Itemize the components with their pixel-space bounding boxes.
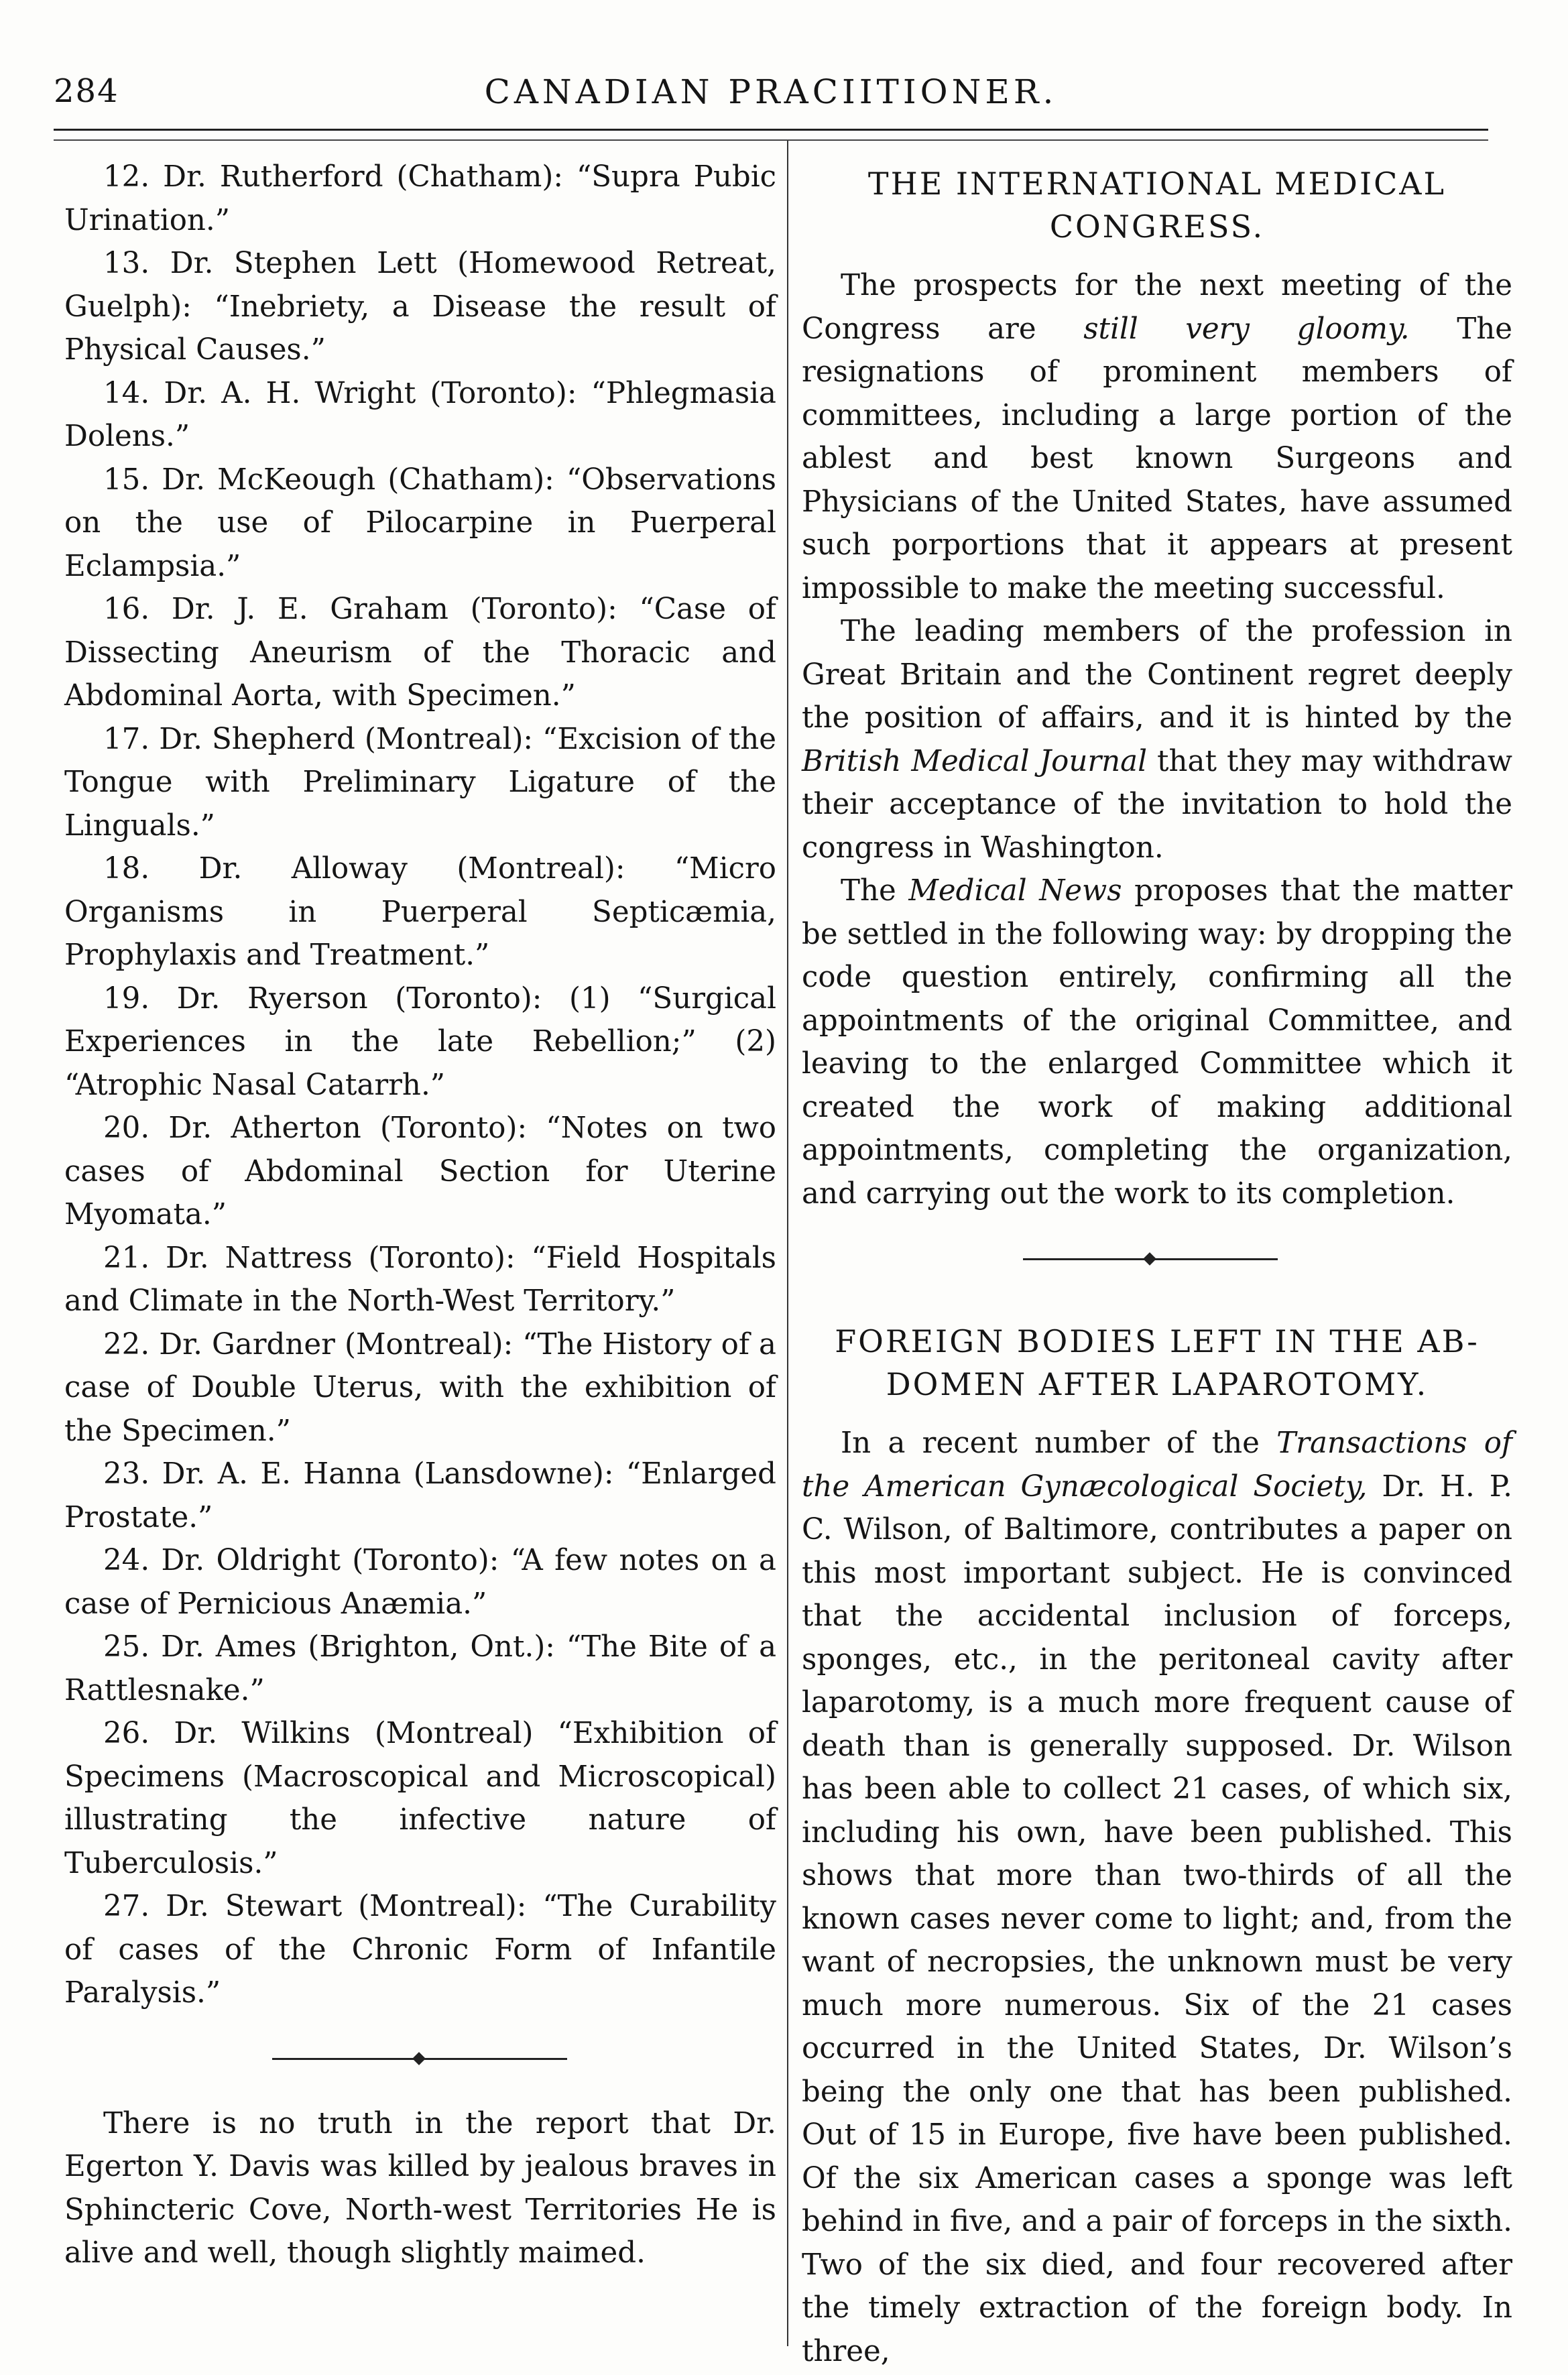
left-column (64, 156, 776, 2275)
list-item: 25. Dr. Ames (Brighton, Ont.): “The Bite of a Rattlesnake.” (64, 1630, 776, 1707)
list-item: 12. Dr. Rutherford (Chatham): “Supra Pubic Urination.” (64, 160, 776, 237)
list-item: 17. Dr. Shepherd (Montreal): “Excision of the Tongue with Preliminary Ligature of the Linguals.” (64, 722, 776, 843)
foreign-bodies-heading: FOREIGN BODIES LEFT IN THE AB- DOMEN AFTER LAPAROTOMY. (835, 1323, 1480, 1402)
list-item: 20. Dr. Atherton (Toronto): “Notes on two cases of Abdominal Section for Uterine Myomata.” (64, 1111, 776, 1231)
foreign-bodies-paragraph: In a recent number of the Transactions of the American Gynæcological Society, Dr. H. P. C. Wilson, of Baltimore, contributes a paper on this most important subject. He is convinced that the accidental inclusion of forceps, sponges, etc., in the peritoneal cavity after laparotomy, is a much more frequent cause of death than is generally supposed. Dr. Wilson has been able to collect 21 cases, of which six, including his own, have been published. This shows that more than two-thirds of all the known cases never come to light; and, from the want of necropsies, the unknown must be very much more numerous. Six of the 21 cases occurred in the United States, Dr. Wilson’s being the only one that has been published. Out of 15 in Europe, five have been published. Of the six American cases a sponge was left behind in five, and a pair of forceps in the sixth. Two of the six died, and four recovered after the timely extraction of the foreign body. In three, (802, 1426, 1513, 2368)
congress-paragraph-3: The Medical News proposes that the matter be settled in the following way: by dropping the code question entirely, confirming all the appointments of the original Committee, and leaving to the enlarged Committee which it created the work of making additional appointments, completing the organization, and carrying out the work to its completion. (802, 874, 1513, 1211)
list-item: 18. Dr. Alloway (Montreal): “Micro Organisms in Puerperal Septicæmia, Prophylaxis and Treatment.” (64, 852, 776, 972)
right-column (802, 156, 1512, 2373)
page-header (54, 0, 1488, 114)
congress-paragraph-2: The leading members of the profession in Great Britain and the Continent regret deeply the position of affairs, and it is hinted by the British Medical Journal that they may withdraw their acceptance of the invitation to hold the congress in Washington. (802, 615, 1512, 865)
paper-list (64, 156, 776, 2015)
davis-note: There is no truth in the report that Dr. Egerton Y. Davis was killed by jealous braves in Sphincteric Cove, North-west Territories He is alive and well, though slightly maimed. (64, 2106, 776, 2270)
list-item: 19. Dr. Ryerson (Toronto): (1) “Surgical Experiences in the late Rebellion;” (2) “Atrophic Nasal Catarrh.” (64, 981, 776, 1102)
page-number: 284 (54, 72, 119, 110)
congress-heading: THE INTERNATIONAL MEDICAL CONGRESS. (867, 166, 1447, 245)
ornament-diamond-icon (1143, 1252, 1156, 1266)
list-item: 15. Dr. McKeough (Chatham): “Observations on the use of Pilocarpine in Puerperal Eclampsia.” (64, 463, 776, 583)
list-item: 26. Dr. Wilkins (Montreal) “Exhibition of Specimens (Macroscopical and Microscopical) illustrating the infective nature of Tuberculosis.” (64, 1717, 776, 1880)
header-rule (54, 129, 1488, 131)
list-item: 24. Dr. Oldright (Toronto): “A few notes on a case of Pernicious Anæmia.” (64, 1544, 776, 1621)
list-item: 23. Dr. A. E. Hanna (Lansdowne): “Enlarged Prostate.” (64, 1457, 776, 1534)
list-item: 14. Dr. A. H. Wright (Toronto): “Phlegmasia Dolens.” (64, 376, 776, 453)
header-rule-thin (54, 139, 1488, 141)
list-item: 16. Dr. J. E. Graham (Toronto): “Case of Dissecting Aneurism of the Thoracic and Abdominal Aorta, with Specimen.” (64, 593, 776, 713)
list-item: 21. Dr. Nattress (Toronto): “Field Hospitals and Climate in the North-West Territory.” (64, 1241, 776, 1318)
section-separator (802, 1215, 1512, 1302)
list-item: 27. Dr. Stewart (Montreal): “The Curability of cases of the Chronic Form of Infantile Paralysis.” (64, 1890, 776, 2010)
ornament-diamond-icon (412, 2052, 426, 2065)
section-separator (64, 2015, 776, 2102)
congress-paragraph-1: The prospects for the next meeting of the Congress are still very gloomy. The resignations of prominent members of committees, including a large portion of the ablest and best known Surgeons and Physicians of the United States, have assumed such porportions that it appears at present impossible to make the meeting successful. (802, 269, 1512, 605)
list-item: 22. Dr. Gardner (Montreal): “The History of a case of Double Uterus, with the exhibition of the Specimen.” (64, 1327, 776, 1448)
column-divider (787, 141, 788, 2346)
running-title: CANADIAN PRACIITIONER. (484, 72, 1058, 111)
list-item: 13. Dr. Stephen Lett (Homewood Retreat, Guelph): “Inebriety, a Disease the result of Physical Causes.” (64, 247, 776, 367)
